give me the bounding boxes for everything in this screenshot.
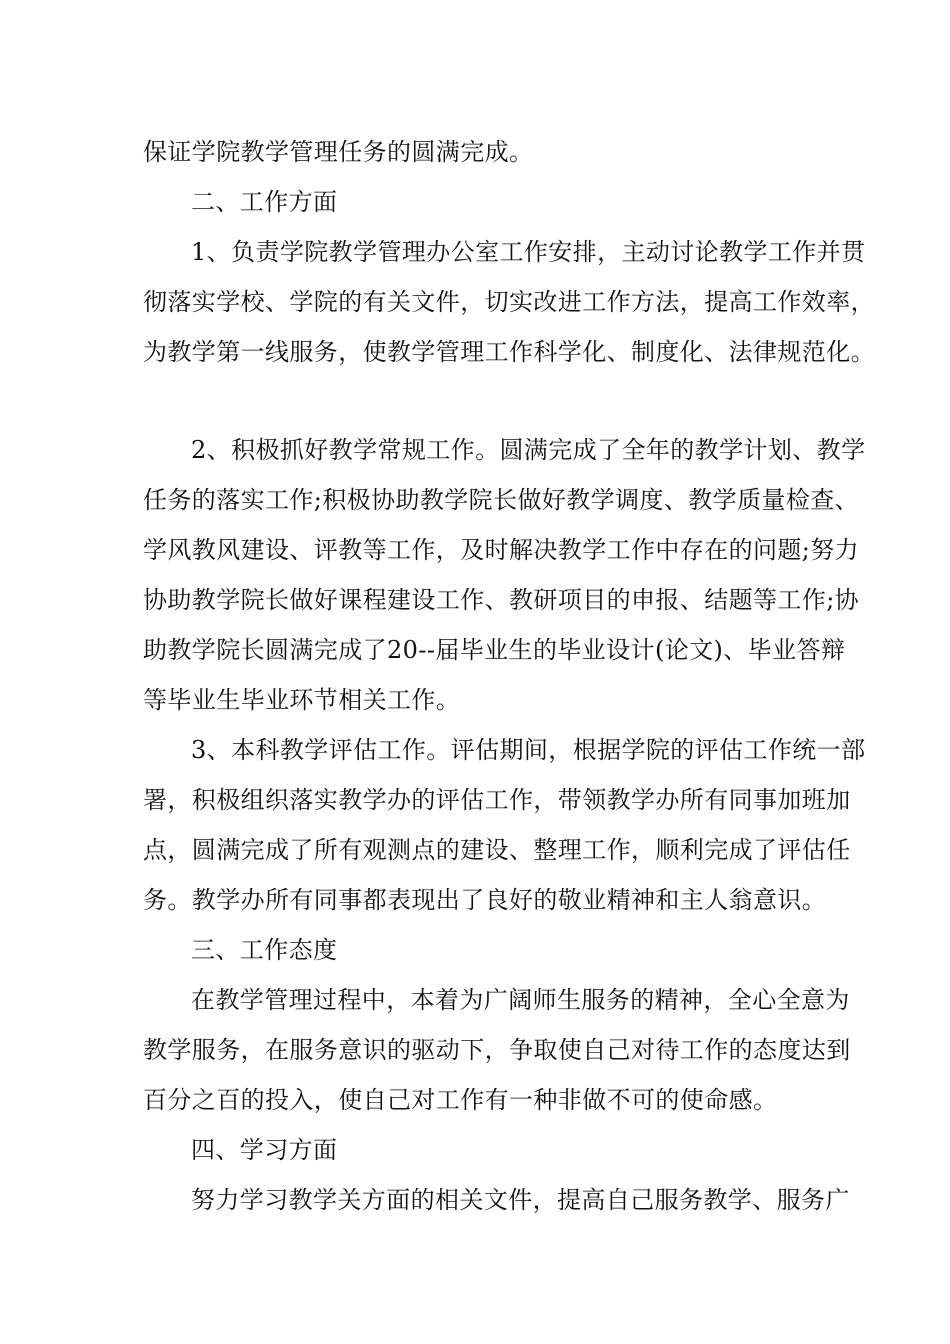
paragraph-line: 百分之百的投入，使自己对工作有一种非做不可的使命感。 bbox=[143, 1086, 778, 1114]
section-heading-attitude: 三、工作态度 bbox=[191, 936, 338, 964]
paragraph-line: 为教学第一线服务，使教学管理工作科学化、制度化、法律规范化。 bbox=[143, 338, 875, 366]
paragraph-line: 务。教学办所有同事都表现出了良好的敬业精神和主人翁意识。 bbox=[143, 886, 827, 914]
paragraph-line: 保证学院教学管理任务的圆满完成。 bbox=[143, 138, 534, 166]
paragraph-line: 在教学管理过程中，本着为广阔师生服务的精神，全心全意为 bbox=[191, 986, 850, 1014]
section-heading-work: 二、工作方面 bbox=[191, 188, 338, 216]
paragraph-line: 点，圆满完成了所有观测点的建设、整理工作，顺利完成了评估任 bbox=[143, 836, 851, 864]
paragraph-line: 任务的落实工作;积极协助教学院长做好教学调度、教学质量检查、 bbox=[143, 486, 860, 514]
paragraph-line: 教学服务，在服务意识的驱动下，争取使自己对待工作的态度达到 bbox=[143, 1036, 851, 1064]
paragraph-line: 学风教风建设、评教等工作，及时解决教学工作中存在的问题;努力 bbox=[143, 536, 860, 564]
paragraph-line: 1、负责学院教学管理办公室工作安排，主动讨论教学工作并贯 bbox=[191, 238, 866, 266]
paragraph-line: 等毕业生毕业环节相关工作。 bbox=[143, 686, 461, 714]
section-heading-study: 四、学习方面 bbox=[191, 1136, 338, 1164]
paragraph-line: 努力学习教学关方面的相关文件，提高自己服务教学、服务广 bbox=[191, 1186, 850, 1214]
paragraph-line: 2、积极抓好教学常规工作。圆满完成了全年的教学计划、教学 bbox=[191, 436, 866, 464]
paragraph-line: 署，积极组织落实教学办的评估工作，带领教学办所有同事加班加 bbox=[143, 786, 851, 814]
paragraph-line: 协助教学院长做好课程建设工作、教研项目的申报、结题等工作;协 bbox=[143, 586, 860, 614]
paragraph-line: 彻落实学校、学院的有关文件，切实改进工作方法，提高工作效率， bbox=[143, 288, 875, 316]
paragraph-line: 助教学院长圆满完成了20--届毕业生的毕业设计(论文)、毕业答辩 bbox=[143, 636, 846, 664]
paragraph-line: 3、本科教学评估工作。评估期间，根据学院的评估工作统一部 bbox=[191, 736, 866, 764]
